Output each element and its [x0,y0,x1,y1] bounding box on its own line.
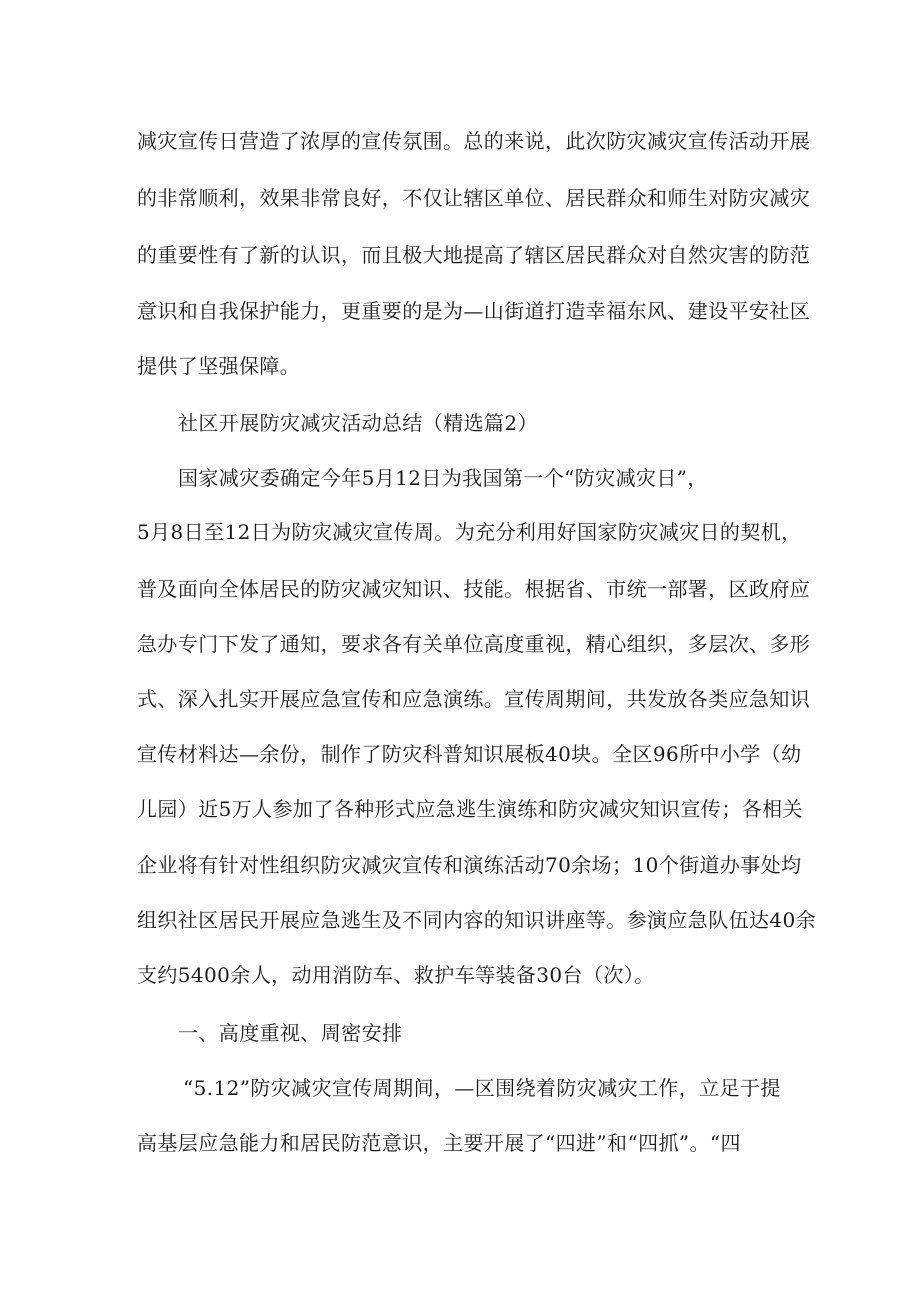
section-title: 社区开展防灾减灾活动总结（精选篇2） [178,411,538,435]
paragraph-line: “5.12”防灾减灾宣传周期间，—区围绕着防灾减灾工作，立足于提 [183,1076,781,1100]
paragraph-line: 企业将有针对性组织防灾减灾宣传和演练活动70余场；10个街道办事处均 [137,853,802,877]
paragraph-line: 支约5400余人，动用消防车、救护车等装备30台（次）。 [137,963,655,987]
section-heading: 一、高度重视、周密安排 [178,1021,403,1045]
paragraph-line: 减灾宣传日营造了浓厚的宣传氛围。总的来说，此次防灾减灾宣传活动开展 [137,129,811,153]
paragraph-line: 的重要性有了新的认识，而且极大地提高了辖区居民群众对自然灾害的防范 [137,243,811,267]
paragraph-line: 提供了坚强保障。 [137,354,301,378]
paragraph-line: 高基层应急能力和居民防范意识，主要开展了“四进”和“四抓”。“四 [137,1131,741,1155]
paragraph-line: 意识和自我保护能力，更重要的是为—山街道打造幸福东风、建设平安社区 [137,299,811,323]
paragraph-line: 组织社区居民开展应急逃生及不同内容的知识讲座等。参演应急队伍达40余 [137,908,817,932]
paragraph-line: 普及面向全体居民的防灾减灾知识、技能。根据省、市统一部署，区政府应 [137,577,811,601]
paragraph-line: 宣传材料达—余份，制作了防灾科普知识展板40块。全区96所中小学（幼 [137,742,802,766]
paragraph-line: 儿园）近5万人参加了各种形式应急逃生演练和防灾减灾知识宣传；各相关 [137,797,803,821]
paragraph-line: 的非常顺利，效果非常良好，不仅让辖区单位、居民群众和师生对防灾减灾 [137,186,811,210]
paragraph-line: 5月8日至12日为防灾减灾宣传周。为充分利用好国家防灾减灾日的契机， [137,520,802,544]
paragraph-line: 急办专门下发了通知，要求各有关单位高度重视，精心组织，多层次、多形 [137,632,811,656]
paragraph-line: 式、深入扎实开展应急宣传和应急演练。宣传周期间，共发放各类应急知识 [137,687,811,711]
paragraph-line: 国家减灾委确定今年5月12日为我国第一个“防灾减灾日”， [178,466,708,490]
